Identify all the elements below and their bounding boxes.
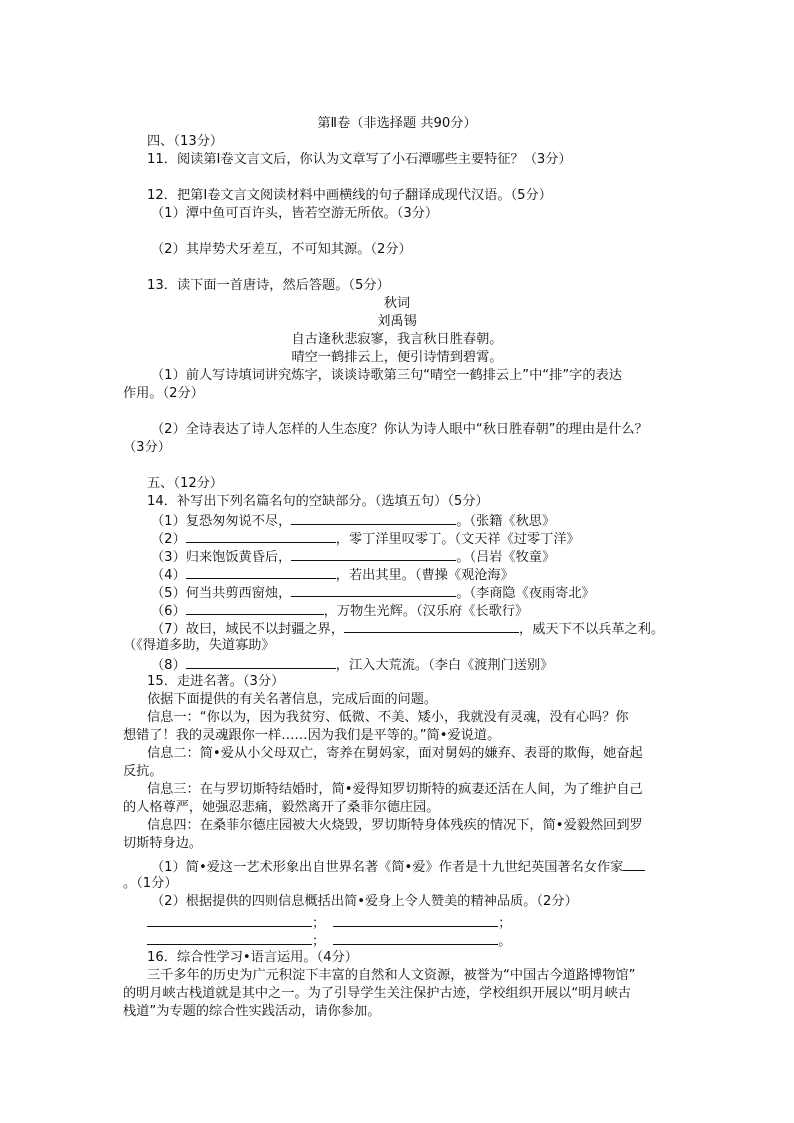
question-13: 13．读下面一首唐诗，然后答题。（5分） xyxy=(147,278,390,293)
question-12-1: （1）潭中鱼可百许头，皆若空游无所依。（3分） xyxy=(151,206,439,221)
question-13-1-line1: （1）前人写诗填词讲究炼字，谈谈诗歌第三句“晴空一鹤排云上”中“排”字的表达 xyxy=(151,368,622,383)
question-15-intro: 依据下面提供的有关名著信息，完成后面的问题。 xyxy=(147,692,438,707)
answer-blank[interactable] xyxy=(186,565,336,579)
question-14: 14．补写出下列名篇名句的空缺部分。（选填五句）（5分） xyxy=(147,494,489,509)
info-1-line1: 信息一：“你以为，因为我贫穷、低微、不美、矮小，我就没有灵魂，没有心吗？你 xyxy=(147,710,629,725)
fill-item-2: （2） ，零丁洋里叹零丁。（文天祥《过零丁洋》 xyxy=(151,529,580,549)
answer-row-1: ； ； xyxy=(147,913,511,933)
fill-item-1: （1）复恐匆匆说不尽， 。（张籍《秋思》 xyxy=(151,511,555,531)
fill-item-5: （5）何当共剪西窗烛， 。（李商隐《夜雨寄北》 xyxy=(151,583,595,603)
question-16-line3: 栈道”为专题的综合性实践活动，请你参加。 xyxy=(123,1004,381,1019)
fill-item-7-source: （《得道多助，失道寡助》 xyxy=(123,638,275,653)
info-2-line1: 信息二：简•爱从小父母双亡，寄养在舅妈家，面对舅妈的嫌弃、表哥的欺侮，她奋起 xyxy=(147,746,643,761)
section-title: 第Ⅱ卷（非选择题 共90分） xyxy=(317,116,477,131)
info-3-line1: 信息三：在与罗切斯特结婚时，简•爱得知罗切斯特的疯妻还活在人间，为了维护自己 xyxy=(147,782,643,797)
question-13-2-line1: （2）全诗表达了诗人怎样的人生态度？你认为诗人眼中“秋日胜春朝”的理由是什么？ xyxy=(151,422,648,437)
question-13-2-line2: （3分） xyxy=(123,440,171,455)
answer-blank[interactable] xyxy=(186,601,324,615)
poem-author: 刘禹锡 xyxy=(377,314,417,329)
part4-heading: 四、（13分） xyxy=(147,134,224,149)
answer-blank[interactable] xyxy=(186,655,336,669)
question-11: 11．阅读第Ⅰ卷文言文后，你认为文章写了小石潭哪些主要特征？（3分） xyxy=(147,152,572,167)
fill-item-3: （3）归来饱饭黄昏后， 。（吕岩《牧童》 xyxy=(151,547,555,567)
question-16-line2: 的明月峡古栈道就是其中之一。为了引导学生关注保护古迹，学校组织开展以“明月峡古 xyxy=(123,986,631,1001)
answer-blank[interactable] xyxy=(147,913,312,927)
info-1-line2: 想错了！我的灵魂跟你一样……因为我们是平等的。”简•爱说道。 xyxy=(123,728,501,743)
answer-blank[interactable] xyxy=(291,511,456,525)
fill-item-7: （7）故曰，域民不以封疆之界， ，威天下不以兵革之利。 xyxy=(151,619,664,639)
answer-blank[interactable] xyxy=(186,529,336,543)
question-16: 16．综合性学习•语言运用。（4分） xyxy=(147,950,358,965)
answer-row-2: ； 。 xyxy=(147,931,511,951)
info-4-line2: 切斯特身边。 xyxy=(123,836,203,851)
question-12-2: （2）其岸势犬牙差互，不可知其源。（2分） xyxy=(151,242,412,257)
question-13-1-line2: 作用。（2分） xyxy=(123,386,204,401)
info-4-line1: 信息四：在桑菲尔德庄园被大火烧毁，罗切斯特身体残疾的情况下，简•爱毅然回到罗 xyxy=(147,818,643,833)
question-15-1-score: 。（1分） xyxy=(123,876,178,891)
part5-heading: 五、（12分） xyxy=(147,476,224,491)
answer-blank[interactable] xyxy=(333,913,498,927)
info-2-line2: 反抗。 xyxy=(123,764,163,779)
answer-blank[interactable] xyxy=(147,931,312,945)
question-15: 15．走进名著。（3分） xyxy=(147,674,285,689)
answer-blank[interactable] xyxy=(623,857,645,871)
poem-line-2: 晴空一鹤排云上，便引诗情到碧霄。 xyxy=(291,350,503,365)
poem-line-1: 自古逢秋悲寂寥，我言秋日胜春朝。 xyxy=(291,332,503,347)
question-16-line1: 三千多年的历史为广元积淀下丰富的自然和人文资源，被誉为“中国古今道路博物馆” xyxy=(147,968,636,983)
poem-title: 秋词 xyxy=(383,296,411,311)
fill-item-6: （6） ，万物生光辉。（汉乐府《长歌行》 xyxy=(151,601,528,621)
answer-blank[interactable] xyxy=(291,547,456,561)
question-12: 12．把第Ⅰ卷文言文阅读材料中画横线的句子翻译成现代汉语。（5分） xyxy=(147,188,552,203)
question-15-1: （1）简•爱这一艺术形象出自世界名著《简•爱》作者是十九世纪英国著名女作家 xyxy=(151,857,645,877)
fill-item-8: （8） ，江入大荒流。（李白《渡荆门送别》 xyxy=(151,655,553,675)
info-3-line2: 的人格尊严，她强忍悲痛，毅然离开了桑菲尔德庄园。 xyxy=(123,800,440,815)
fill-item-4: （4） ，若出其里。（曹操《观沧海》 xyxy=(151,565,514,585)
answer-blank[interactable] xyxy=(344,619,519,633)
question-15-2: （2）根据提供的四则信息概括出简•爱身上令人赞美的精神品质。（2分） xyxy=(151,894,578,909)
answer-blank[interactable] xyxy=(291,583,456,597)
answer-blank[interactable] xyxy=(333,931,498,945)
